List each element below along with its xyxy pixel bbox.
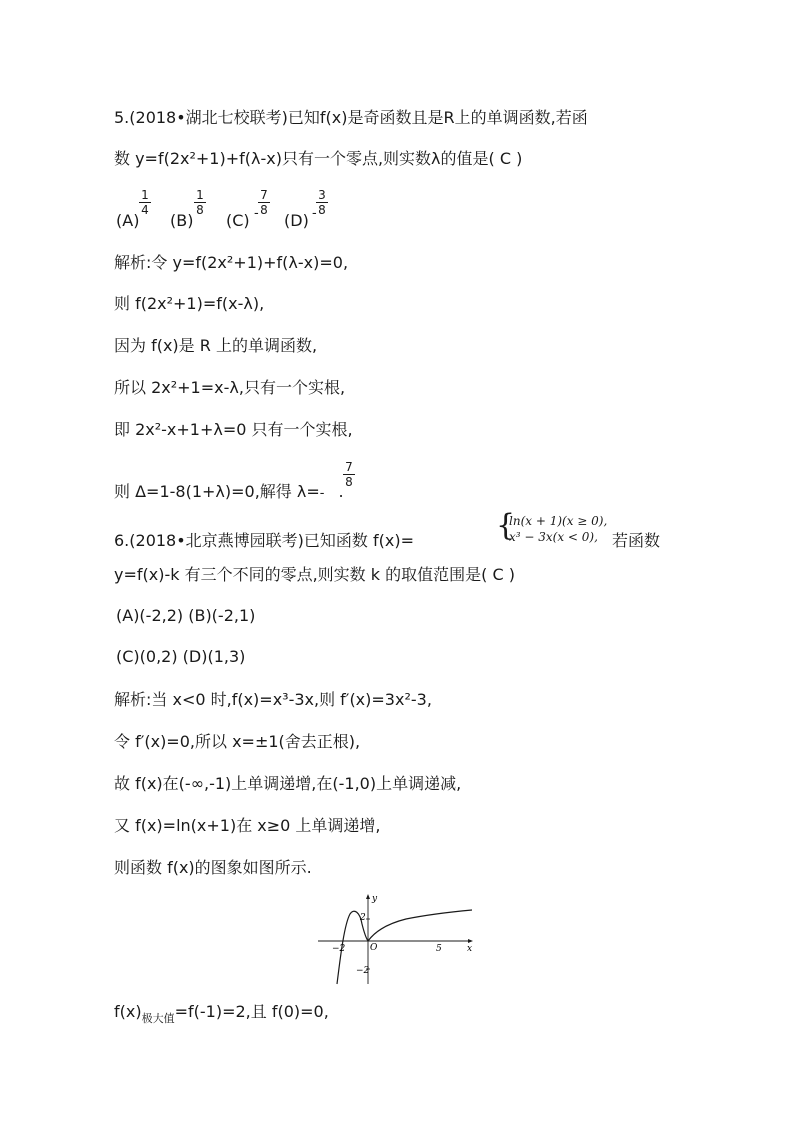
q5-answer-den: 8 xyxy=(345,475,353,489)
q5-answer-sign: - xyxy=(319,486,325,501)
q5-option-d-label: (D) xyxy=(284,211,309,230)
q5-option-c-sign: - xyxy=(254,206,259,221)
tick-y-neg2: −2 xyxy=(356,966,370,976)
q6-options-ab: (A)(-2,2) (B)(-2,1) xyxy=(116,606,256,625)
q5-option-d-den: 8 xyxy=(318,203,326,217)
q5-solution-line6-text: 则 Δ=1-8(1+λ)=0,解得 λ= xyxy=(114,482,320,501)
q6-solution-line2: 令 f′(x)=0,所以 x=±1(舍去正根), xyxy=(114,732,361,751)
q6-solution-line6 xyxy=(114,1001,329,1025)
q5-solution-line5: 即 2x²-x+1+λ=0 只有一个实根, xyxy=(114,420,353,439)
q5-answer-num: 7 xyxy=(345,460,353,474)
q5-solution-line4: 所以 2x²+1=x-λ,只有一个实根, xyxy=(114,378,346,397)
x-axis-arrow xyxy=(468,939,473,943)
q5-option-c-num: 7 xyxy=(260,188,268,202)
q6-solution-line4: 又 f(x)=ln(x+1)在 x≥0 上单调递增, xyxy=(114,816,381,835)
q6-options-cd: (C)(0,2) (D)(1,3) xyxy=(116,647,246,666)
q5-option-c-den: 8 xyxy=(260,203,268,217)
q5-option-d-sign: - xyxy=(312,206,317,221)
q6-stem-line1-text: 6.(2018•北京燕博园联考)已知函数 f(x)= xyxy=(114,531,414,550)
q5-solution-line6-end: . xyxy=(338,482,344,501)
q6-stem-line2: y=f(x)-k 有三个不同的零点,则实数 k 的取值范围是( C ) xyxy=(114,565,515,584)
q5-option-c-fraction xyxy=(258,188,270,217)
tick-x-neg2: −2 xyxy=(332,944,346,954)
q6-stem-line1-end: 若函数 xyxy=(612,531,661,550)
piecewise-part1: ln(x + 1)(x ≥ 0), xyxy=(509,514,608,528)
q5-option-b-fraction xyxy=(194,188,206,217)
curve-log xyxy=(368,910,472,941)
q5-solution-line6 xyxy=(114,481,344,505)
q5-option-b-label: (B) xyxy=(170,211,194,230)
q5-option-d-fraction xyxy=(316,188,328,217)
q5-solution-line2: 则 f(2x²+1)=f(x-λ), xyxy=(114,294,265,313)
piecewise-brace: { xyxy=(496,508,516,543)
q6-solution-line3: 故 f(x)在(-∞,-1)上单调递增,在(-1,0)上单调递减, xyxy=(114,774,462,793)
q5-solution-line3: 因为 f(x)是 R 上的单调函数, xyxy=(114,336,318,355)
q6-stem-line1 xyxy=(114,530,414,552)
q5-option-b-num: 1 xyxy=(196,188,204,202)
tick-x-5: 5 xyxy=(436,944,442,954)
function-graph xyxy=(316,890,478,986)
q5-option-b-den: 8 xyxy=(196,203,204,217)
tick-y-2: 2 xyxy=(360,913,366,923)
q6-solution-line6-text: =f(-1)=2,且 f(0)=0, xyxy=(174,1002,329,1021)
piecewise-part2: x³ − 3x(x < 0), xyxy=(509,530,598,544)
q5-option-a-fraction xyxy=(139,188,151,217)
x-axis-label: x xyxy=(467,944,473,954)
q5-option-a-den: 4 xyxy=(141,203,149,217)
q6-solution-line1: 解析:当 x<0 时,f(x)=x³-3x,则 f′(x)=3x²-3, xyxy=(114,690,432,709)
q5-answer-fraction xyxy=(343,460,355,489)
q5-solution-line1: 解析:令 y=f(2x²+1)+f(λ-x)=0, xyxy=(114,253,349,272)
y-axis-label: y xyxy=(372,894,378,904)
origin-label: O xyxy=(370,943,378,953)
q5-stem-line2: 数 y=f(2x²+1)+f(λ-x)只有一个零点,则实数λ的值是( C ) xyxy=(114,149,523,168)
q6-solution-line6-fx: f(x) xyxy=(114,1002,142,1021)
q6-solution-line6-sub: 极大值 xyxy=(141,1012,175,1025)
q5-option-a-label: (A) xyxy=(116,211,140,230)
q6-solution-line5: 则函数 f(x)的图象如图所示. xyxy=(114,858,312,877)
q5-stem-line1: 5.(2018•湖北七校联考)已知f(x)是奇函数且是R上的单调函数,若函 xyxy=(114,108,588,127)
q5-option-c-label: (C) xyxy=(226,211,250,230)
y-axis-arrow xyxy=(366,894,370,899)
q5-option-a-num: 1 xyxy=(141,188,149,202)
q5-option-d-num: 3 xyxy=(318,188,326,202)
